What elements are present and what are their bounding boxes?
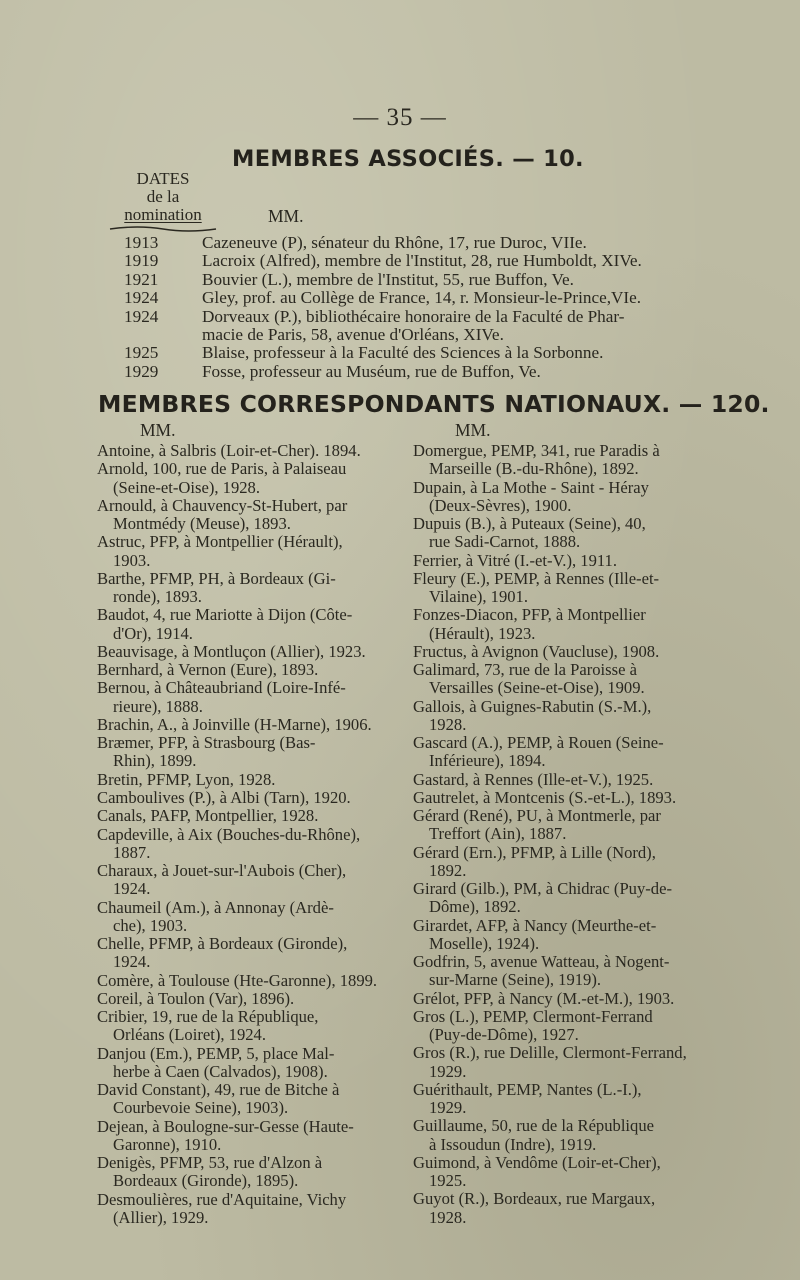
member-entry: Bernhard, à Vernon (Eure), 1893. (97, 660, 319, 680)
member-entry: Capdeville, à Aix (Bouches-du-Rhône), 1887. (97, 824, 361, 862)
member-entry: Gros (R.), rue Delille, Clermont-Ferrand, 1929. (413, 1043, 687, 1081)
member-entry: Gascard (A.), PEMP, à Rouen (Seine- Inférieure), 1894. (413, 733, 664, 771)
nomination-year: 1913 (124, 233, 159, 252)
dates-header-line: DATES (136, 169, 190, 188)
nomination-year: 1929 (124, 361, 159, 381)
section-title-correspondants: MEMBRES CORRESPONDANTS NATIONAUX. — 120. (98, 390, 770, 418)
member-entry: Charaux, à Jouet-sur-l'Aubois (Cher), 1924. (97, 861, 347, 899)
member-entry: Gley, prof. au Collège de France, 14, r. Monsieur-le-Prince,VIe. (202, 288, 642, 308)
associes-list (116, 234, 716, 381)
member-entry: Camboulives (P.), à Albi (Tarn), 1920. (97, 787, 351, 807)
mm-label-right: MM. (455, 420, 491, 440)
correspondants-left-column (97, 442, 380, 1227)
associe-row (116, 363, 716, 381)
member-entry: Gautrelet, à Montcenis (S.-et-L.), 1893. (413, 787, 677, 807)
mm-label-left: MM. (140, 420, 176, 440)
member-entry: Domergue, PEMP, 341, rue Paradis à Marseille (B.-du-Rhône), 1892. (413, 441, 660, 479)
member-entry: Chaumeil (Am.), à Annonay (Ardè- che), 1903. (97, 897, 334, 935)
member-entry: Brachin, A., à Joinville (H-Marne), 1906. (97, 714, 372, 734)
member-entry: Bernou, à Châteaubriand (Loire-Infé- rieure), 1888. (97, 678, 346, 716)
member-entry: Arnold, 100, rue de Paris, à Palaiseau (Seine-et-Oise), 1928. (97, 459, 347, 497)
member-entry: Bretin, PFMP, Lyon, 1928. (97, 769, 276, 789)
member-entry: Girardet, AFP, à Nancy (Meurthe-et- Moselle), 1924). (413, 915, 657, 953)
nomination-year: 1924 (124, 306, 159, 326)
member-entry: Gastard, à Rennes (Ille-et-V.), 1925. (413, 769, 654, 789)
member-entry: Bouvier (L.), membre de l'Institut, 55, rue Buffon, Ve. (202, 269, 574, 289)
correspondants-right-column (413, 442, 696, 1227)
member-entry: Guyot (R.), Bordeaux, rue Margaux, 1928. (413, 1189, 656, 1227)
member-entry: Baudot, 4, rue Mariotte à Dijon (Côte- d'Or), 1914. (97, 605, 353, 643)
member-entry: Danjou (Em.), PEMP, 5, place Mal- herbe à Caen (Calvados), 1908). (97, 1043, 335, 1081)
nomination-year: 1924 (124, 288, 159, 308)
member-entry: Barthe, PFMP, PH, à Bordeaux (Gi- ronde), 1893. (97, 568, 336, 606)
member-entry: Desmoulières, rue d'Aquitaine, Vichy (Allier), 1929. (97, 1189, 347, 1227)
member-entry: Guérithault, PEMP, Nantes (L.-I.), 1929. (413, 1079, 642, 1118)
member-entry: Arnould, à Chauvency-St-Hubert, par Montmédy (Meuse), 1893. (97, 495, 348, 533)
dates-header (98, 170, 228, 233)
dates-header-line: nomination (124, 205, 202, 224)
page-number: — 35 — (353, 104, 447, 131)
nomination-year: 1919 (124, 251, 159, 271)
member-entry: Godfrin, 5, avenue Watteau, à Nogent- sur-Marne (Seine), 1919). (413, 952, 670, 990)
member-entry: Cribier, 19, rue de la République, Orléans (Loiret), 1924. (97, 1007, 319, 1045)
member-entry: Grélot, PFP, à Nancy (M.-et-M.), 1903. (413, 988, 675, 1008)
member-entry: Guimond, à Vendôme (Loir-et-Cher), 1925. (413, 1152, 661, 1191)
member-entry: Dejean, à Boulogne-sur-Gesse (Haute- Garonne), 1910. (97, 1116, 354, 1154)
member-entry: Canals, PAFP, Montpellier, 1928. (97, 806, 319, 826)
member-entry: Fosse, professeur au Muséum, rue de Buffon, Ve. (202, 361, 541, 381)
associe-row (116, 344, 716, 362)
associe-row (116, 289, 716, 307)
member-entry: Astruc, PFP, à Montpellier (Hérault), 1903. (97, 532, 343, 570)
member-entry: David Constant), 49, rue de Bitche à Courbevoie Seine), 1903). (97, 1080, 340, 1118)
member-entry: Fleury (E.), PEMP, à Rennes (Ille-et- Vilaine), 1901. (413, 568, 660, 606)
member-entry: Dupuis (B.), à Puteaux (Seine), 40, rue Sadi-Carnot, 1888. (413, 514, 646, 552)
member-entry: Denigès, PFMP, 53, rue d'Alzon à Bordeaux (Gironde), 1895). (97, 1153, 323, 1191)
member-entry: Lacroix (Alfred), membre de l'Institut, 28, rue Humboldt, XIVe. (202, 251, 642, 271)
member-entry: Gros (L.), PEMP, Clermont-Ferrand (Puy-de-Dôme), 1927. (413, 1006, 653, 1045)
member-entry: Galimard, 73, rue de la Paroisse à Versailles (Seine-et-Oise), 1909. (413, 660, 645, 698)
member-entry: Chelle, PFMP, à Bordeaux (Gironde), 1924. (97, 934, 348, 972)
mm-label: MM. (268, 206, 304, 226)
section-title-associes: MEMBRES ASSOCIÉS. — 10. (232, 146, 584, 172)
member-entry: Dorveaux (P.), bibliothécaire honoraire de la Faculté de Phar- macie de Paris, 58, avenue d'Orléans, XIVe. (202, 306, 625, 345)
member-entry: Ferrier, à Vitré (I.-et-V.), 1911. (413, 550, 618, 570)
associe-row (116, 234, 716, 252)
member-entry: Comère, à Toulouse (Hte-Garonne), 1899. (97, 970, 378, 990)
associe-row (116, 252, 716, 270)
dates-header-line: de la (146, 187, 180, 206)
member-entry: Beauvisage, à Montluçon (Allier), 1923. (97, 641, 366, 661)
member-entry: Cazeneuve (P), sénateur du Rhône, 17, rue Duroc, VIIe. (202, 233, 587, 252)
member-entry: Gérard (Ern.), PFMP, à Lille (Nord), 1892. (413, 842, 656, 880)
member-entry: Antoine, à Salbris (Loir-et-Cher). 1894. (97, 441, 361, 460)
member-entry: Gérard (René), PU, à Montmerle, par Treffort (Ain), 1887. (413, 806, 661, 844)
member-entry: Girard (Gilb.), PM, à Chidrac (Puy-de- Dôme), 1892. (413, 879, 672, 917)
associe-row (116, 271, 716, 289)
associe-row (116, 308, 716, 345)
member-entry: Dupain, à La Mothe - Saint - Héray (Deux-Sèvres), 1900. (413, 477, 649, 515)
swash-ornament (108, 225, 218, 233)
member-entry: Bræmer, PFP, à Strasbourg (Bas- Rhin), 1899. (97, 733, 316, 771)
nomination-year: 1925 (124, 343, 159, 363)
member-entry: Fonzes-Diacon, PFP, à Montpellier (Hérault), 1923. (413, 605, 646, 643)
member-entry: Guillaume, 50, rue de la République à Issoudun (Indre), 1919. (413, 1116, 655, 1154)
member-entry: Blaise, professeur à la Faculté des Sciences à la Sorbonne. (202, 343, 604, 363)
member-entry: Coreil, à Toulon (Var), 1896). (97, 988, 295, 1008)
member-entry: Fructus, à Avignon (Vaucluse), 1908. (413, 641, 660, 661)
member-entry: Gallois, à Guignes-Rabutin (S.-M.), 1928. (413, 696, 652, 734)
nomination-year: 1921 (124, 269, 159, 289)
